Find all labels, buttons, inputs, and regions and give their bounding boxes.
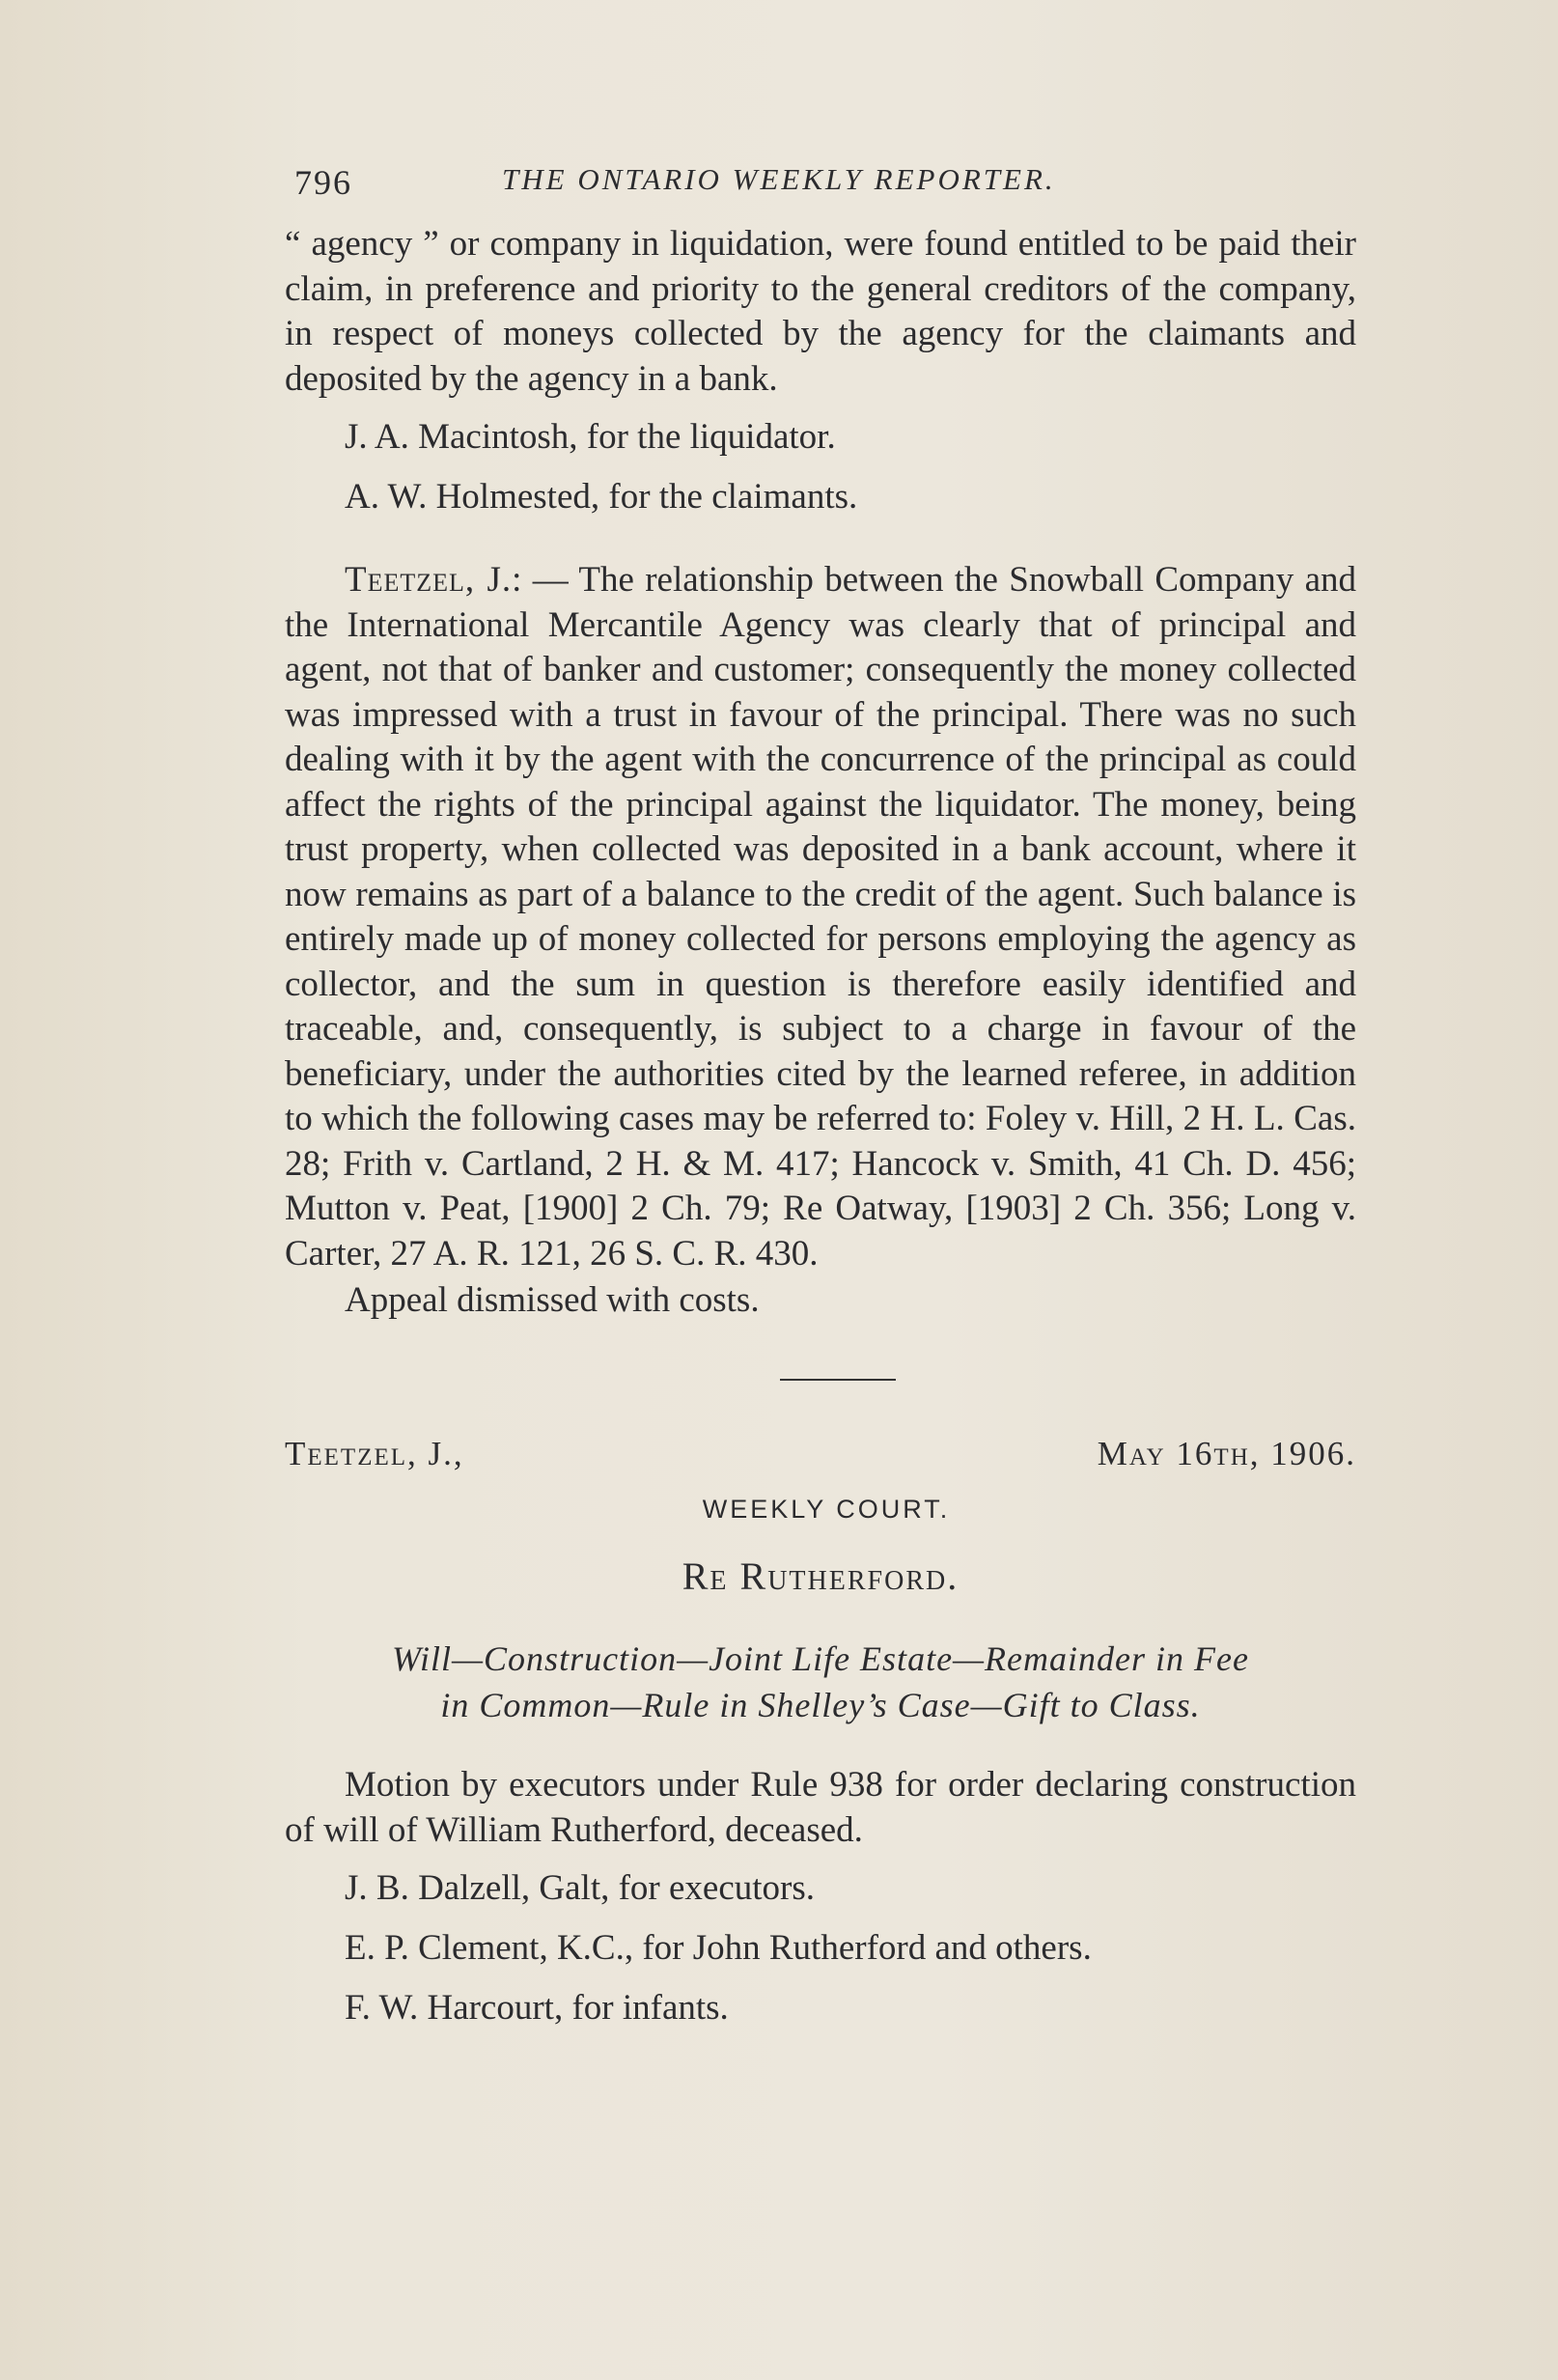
opening-paragraph: “ agency ” or company in liquidation, were found entitled to be paid their claim, in preference and priority to the general creditors of the company, in respect of moneys collected by the agency for the claimants and deposited by the agency in a bank. <box>285 224 1356 399</box>
section-divider <box>780 1379 896 1381</box>
page-number: 796 <box>294 163 352 202</box>
running-head <box>285 145 1356 222</box>
case-name: Re Rutherford. <box>682 1554 960 1598</box>
case-date: May 16th, 1906. <box>1097 1435 1356 1472</box>
judge-name: Teetzel, J. <box>345 560 513 600</box>
headnote <box>285 1636 1356 1728</box>
counsel-line: F. W. Harcourt, for infants. <box>345 1988 729 2028</box>
court-name: WEEKLY COURT. <box>702 1495 951 1524</box>
case-judge: Teetzel, J., <box>285 1435 464 1472</box>
judgment-paragraph <box>285 558 1356 1276</box>
headnote-line: Will—Construction—Joint Life Estate—Remainder in Fee <box>392 1639 1249 1678</box>
counsel-line: A. W. Holmested, for the claimants. <box>345 477 858 517</box>
counsel-line: E. P. Clement, K.C., for John Rutherford and others. <box>345 1928 1092 1968</box>
disposition: Appeal dismissed with costs. <box>345 1280 760 1320</box>
journal-title: THE ONTARIO WEEKLY REPORTER. <box>502 162 1056 196</box>
headnote-line: in Common—Rule in Shelley’s Case—Gift to Class. <box>440 1686 1201 1724</box>
counsel-line: J. B. Dalzell, Galt, for executors. <box>345 1868 816 1908</box>
judgment-separator: : — <box>512 560 579 600</box>
counsel-line: J. A. Macintosh, for the liquidator. <box>345 417 836 457</box>
judgment-text: The relationship between the Snowball Company and the International Mercantile Agency was clearly that of principal and agent, not that of banker and customer; consequently the money collected was impressed with a trust in favour of the principal. There was no such dealing with it by the agent with the concurrence of the principal as could affect the rights of the principal against the liquidator. The money, being trust property, when collected was deposited in a bank account, where it now remains as part of a balance to the credit of the agent. Such balance is entirely made up of money collected for persons employing the agency as collector, and the sum in question is therefore easily identified and traceable, and, consequently, is subject to a charge in favour of the beneficiary, under the authorities cited by the learned referee, in addition to which the following cases may be referred to: Foley v. Hill, 2 H. L. Cas. 28; Frith v. Cartland, 2 H. & M. 417; Hancock v. Smith, 41 Ch. D. 456; Mutton v. Peat, [1900] 2 Ch. 79; Re Oatway, [1903] 2 Ch. 356; Long v. Carter, 27 A. R. 121, 26 S. C. R. 430. <box>285 560 1356 1274</box>
motion-paragraph: Motion by executors under Rule 938 for order declaring construction of will of William Rutherford, deceased. <box>285 1765 1356 1850</box>
page <box>285 145 1356 2030</box>
case-heading <box>285 1435 1356 1485</box>
